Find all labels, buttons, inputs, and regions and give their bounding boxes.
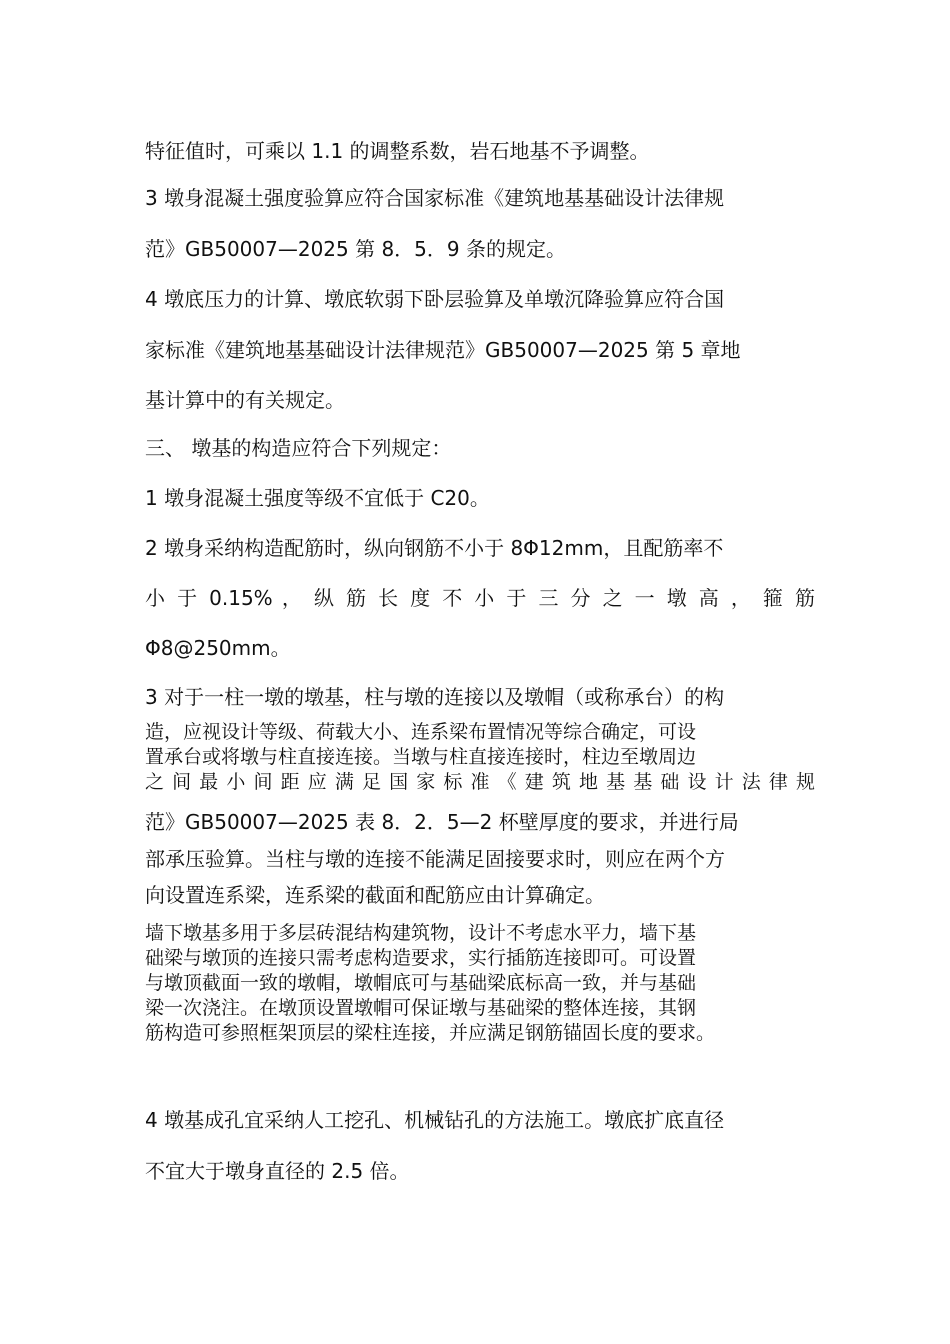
text-line: 小 于 0.15% ， 纵 筋 长 度 不 小 于 三 分 之 一 墩 高 ， 箍 筋 xyxy=(145,586,815,610)
text-line: 础梁与墩顶的连接只需考虑构造要求，实行插筋连接即可。可设置 xyxy=(145,947,697,969)
text-line: 2 墩身采纳构造配筋时，纵向钢筋不小于 8Φ12mm，且配筋率不 xyxy=(145,536,724,560)
text-line: Φ8@250mm。 xyxy=(145,636,291,660)
section-heading: 三、 墩基的构造应符合下列规定： xyxy=(145,436,452,460)
text-line: 家标准《建筑地基基础设计法律规范》GB50007—2025 第 5 章地 xyxy=(145,338,741,362)
text-line: 筋构造可参照框架顶层的梁柱连接，并应满足钢筋锚固长度的要求。 xyxy=(145,1022,716,1044)
text-line: 特征值时，可乘以 1.1 的调整系数，岩石地基不予调整。 xyxy=(145,139,650,163)
text-line: 不宜大于墩身直径的 2.5 倍。 xyxy=(145,1159,410,1183)
text-line: 之间最小间距应满足国家标准《建筑地基基础设计法律规 xyxy=(145,771,815,793)
text-line: 范》GB50007—2025 表 8．2．5—2 杯壁厚度的要求，并进行局 xyxy=(145,810,739,834)
text-line: 4 墩基成孔宜采纳人工挖孔、机械钻孔的方法施工。墩底扩底直径 xyxy=(145,1108,725,1132)
text-line: 部承压验算。当柱与墩的连接不能满足固接要求时，则应在两个方 xyxy=(145,847,725,871)
text-line: 梁一次浇注。在墩顶设置墩帽可保证墩与基础梁的整体连接，其钢 xyxy=(145,997,697,1019)
text-line: 墙下墩基多用于多层砖混结构建筑物，设计不考虑水平力，墙下基 xyxy=(145,922,697,944)
text-line: 1 墩身混凝土强度等级不宜低于 C20。 xyxy=(145,486,490,510)
text-line: 4 墩底压力的计算、墩底软弱下卧层验算及单墩沉降验算应符合国 xyxy=(145,287,725,311)
text-line: 基计算中的有关规定。 xyxy=(145,388,345,412)
text-line: 3 墩身混凝土强度验算应符合国家标准《建筑地基基础设计法律规 xyxy=(145,186,725,210)
text-line: 范》GB50007—2025 第 8．5．9 条的规定。 xyxy=(145,237,566,261)
text-line: 向设置连系梁，连系梁的截面和配筋应由计算确定。 xyxy=(145,883,605,907)
text-line: 3 对于一柱一墩的墩基，柱与墩的连接以及墩帽（或称承台）的构 xyxy=(145,685,725,709)
text-line: 与墩顶截面一致的墩帽，墩帽底可与基础梁底标高一致，并与基础 xyxy=(145,972,697,994)
text-line: 造，应视设计等级、荷载大小、连系梁布置情况等综合确定，可设 xyxy=(145,721,697,743)
text-line: 置承台或将墩与柱直接连接。当墩与柱直接连接时，柱边至墩周边 xyxy=(145,746,697,768)
